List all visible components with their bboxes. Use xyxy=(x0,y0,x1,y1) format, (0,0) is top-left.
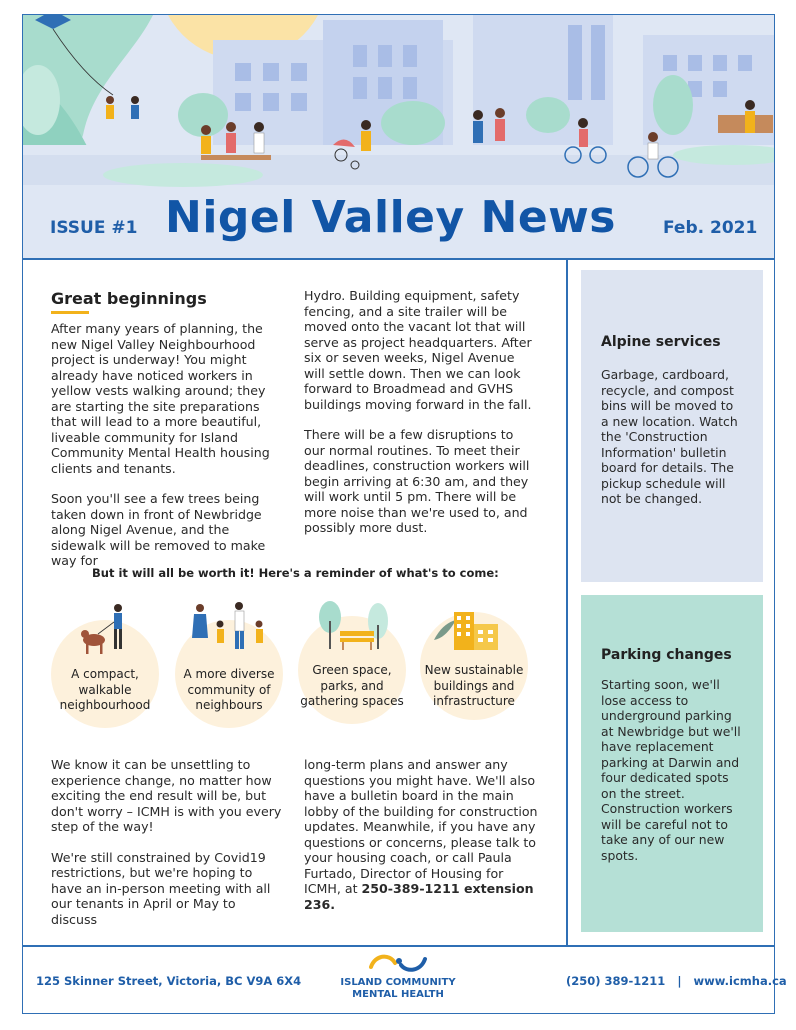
footer-phone: (250) 389-1211 xyxy=(566,974,666,988)
issue-number: ISSUE #1 xyxy=(50,218,138,238)
park-bench-icon xyxy=(318,601,390,651)
logo-text-line1: ISLAND COMMUNITY xyxy=(340,977,456,988)
issue-date: Feb. 2021 xyxy=(663,218,758,238)
alpine-text: Garbage, cardboard, recycle, and compost bins will be moved to a new location. Watch the 'Construction Information' bulletin board for details. The pickup schedule will not be changed. xyxy=(601,367,738,506)
footer-divider xyxy=(23,945,774,947)
alpine-heading: Alpine services xyxy=(601,334,721,350)
sidebar-divider xyxy=(566,260,568,946)
footer-address: 125 Skinner Street, Victoria, BC V9A 6X4 xyxy=(36,974,302,988)
family-icon xyxy=(186,602,272,662)
closing-paragraph: We know it can be unsettling to experience change, no matter how exciting the end result will be, but don't worry – ICMH is with you every step of the way! xyxy=(51,757,282,834)
buildings-icon xyxy=(432,610,502,652)
parking-heading: Parking changes xyxy=(601,647,732,663)
parking-text: Starting soon, we'll lose access to underground parking at Newbridge but we'll have replacement parking at Darwin and four dedicated spots on the street. Construction workers will be careful not to take any of our new spots. xyxy=(601,677,741,863)
footer-separator: | xyxy=(677,974,682,988)
feature-label: A compact, walkable neighbourhood xyxy=(59,667,151,712)
article-paragraph: Soon you'll see a few trees being taken down in front of Newbridge along Nigel Avenue, and the sidewalk will be removed to make way for xyxy=(51,491,266,568)
article-column-1 xyxy=(51,321,279,584)
heading-accent-bar xyxy=(51,311,89,314)
footer-website-link[interactable]: www.icmha.ca xyxy=(693,974,787,988)
footer-contact xyxy=(566,974,787,988)
article-paragraph: Hydro. Building equipment, safety fencing, and a site trailer will be moved onto the vacant lot that will serve as project headquarters. After six or seven weeks, Nigel Avenue will settle down. Then we can look forward to Broadmead and GVHS buildings moving forward in the fall. xyxy=(304,288,532,412)
icmh-logo xyxy=(334,951,462,1001)
article-heading: Great beginnings xyxy=(51,289,207,308)
closing-column-2 xyxy=(304,757,540,927)
logo-mark-icon xyxy=(363,951,433,973)
parking-changes-box xyxy=(581,595,763,932)
closing-paragraph: We're still constrained by Covid19 restrictions, but we're hoping to have an in-person meeting with all our tenants in April or May to discuss xyxy=(51,849,271,927)
article-paragraph: After many years of planning, the new Nigel Valley Neighbourhood project is underway! You might already have noticed workers in yellow vests walking around; they are starting the site preparations that will lead to a more beautiful, liveable community for Island Community Mental Health housing clients and tenants. xyxy=(51,321,270,476)
contact-phone: 250-389-1211 extension 236. xyxy=(304,881,534,912)
reminder-heading: But it will all be worth it! Here's a reminder of what's to come: xyxy=(92,566,499,580)
article-column-2 xyxy=(304,288,536,551)
feature-label: New sustainable buildings and infrastructure xyxy=(424,663,524,708)
newsletter-title: Nigel Valley News xyxy=(165,192,616,243)
feature-label: Green space, parks, and gathering spaces xyxy=(300,663,404,708)
closing-column-1 xyxy=(51,757,283,942)
dog-walker-icon xyxy=(80,602,132,662)
feature-label: A more diverse community of neighbours xyxy=(183,667,275,712)
closing-paragraph: long-term plans and answer any questions you might have. We'll also have a bulletin board in the main lobby of the building for construction updates. Meanwhile, if you have any questions or concerns, please talk to your housing coach, or call Paula Furtado, Director of Housing for ICMH, at xyxy=(304,757,538,896)
alpine-services-box xyxy=(581,270,763,582)
masthead-divider xyxy=(23,258,774,260)
logo-text-line2: MENTAL HEALTH xyxy=(352,989,444,1000)
article-paragraph: There will be a few disruptions to our normal routines. To meet their deadlines, construction workers will begin arriving at 6:30 am, and they will work until 5 pm. There will be more noise than we're used to, and possibly more dust. xyxy=(304,427,530,535)
